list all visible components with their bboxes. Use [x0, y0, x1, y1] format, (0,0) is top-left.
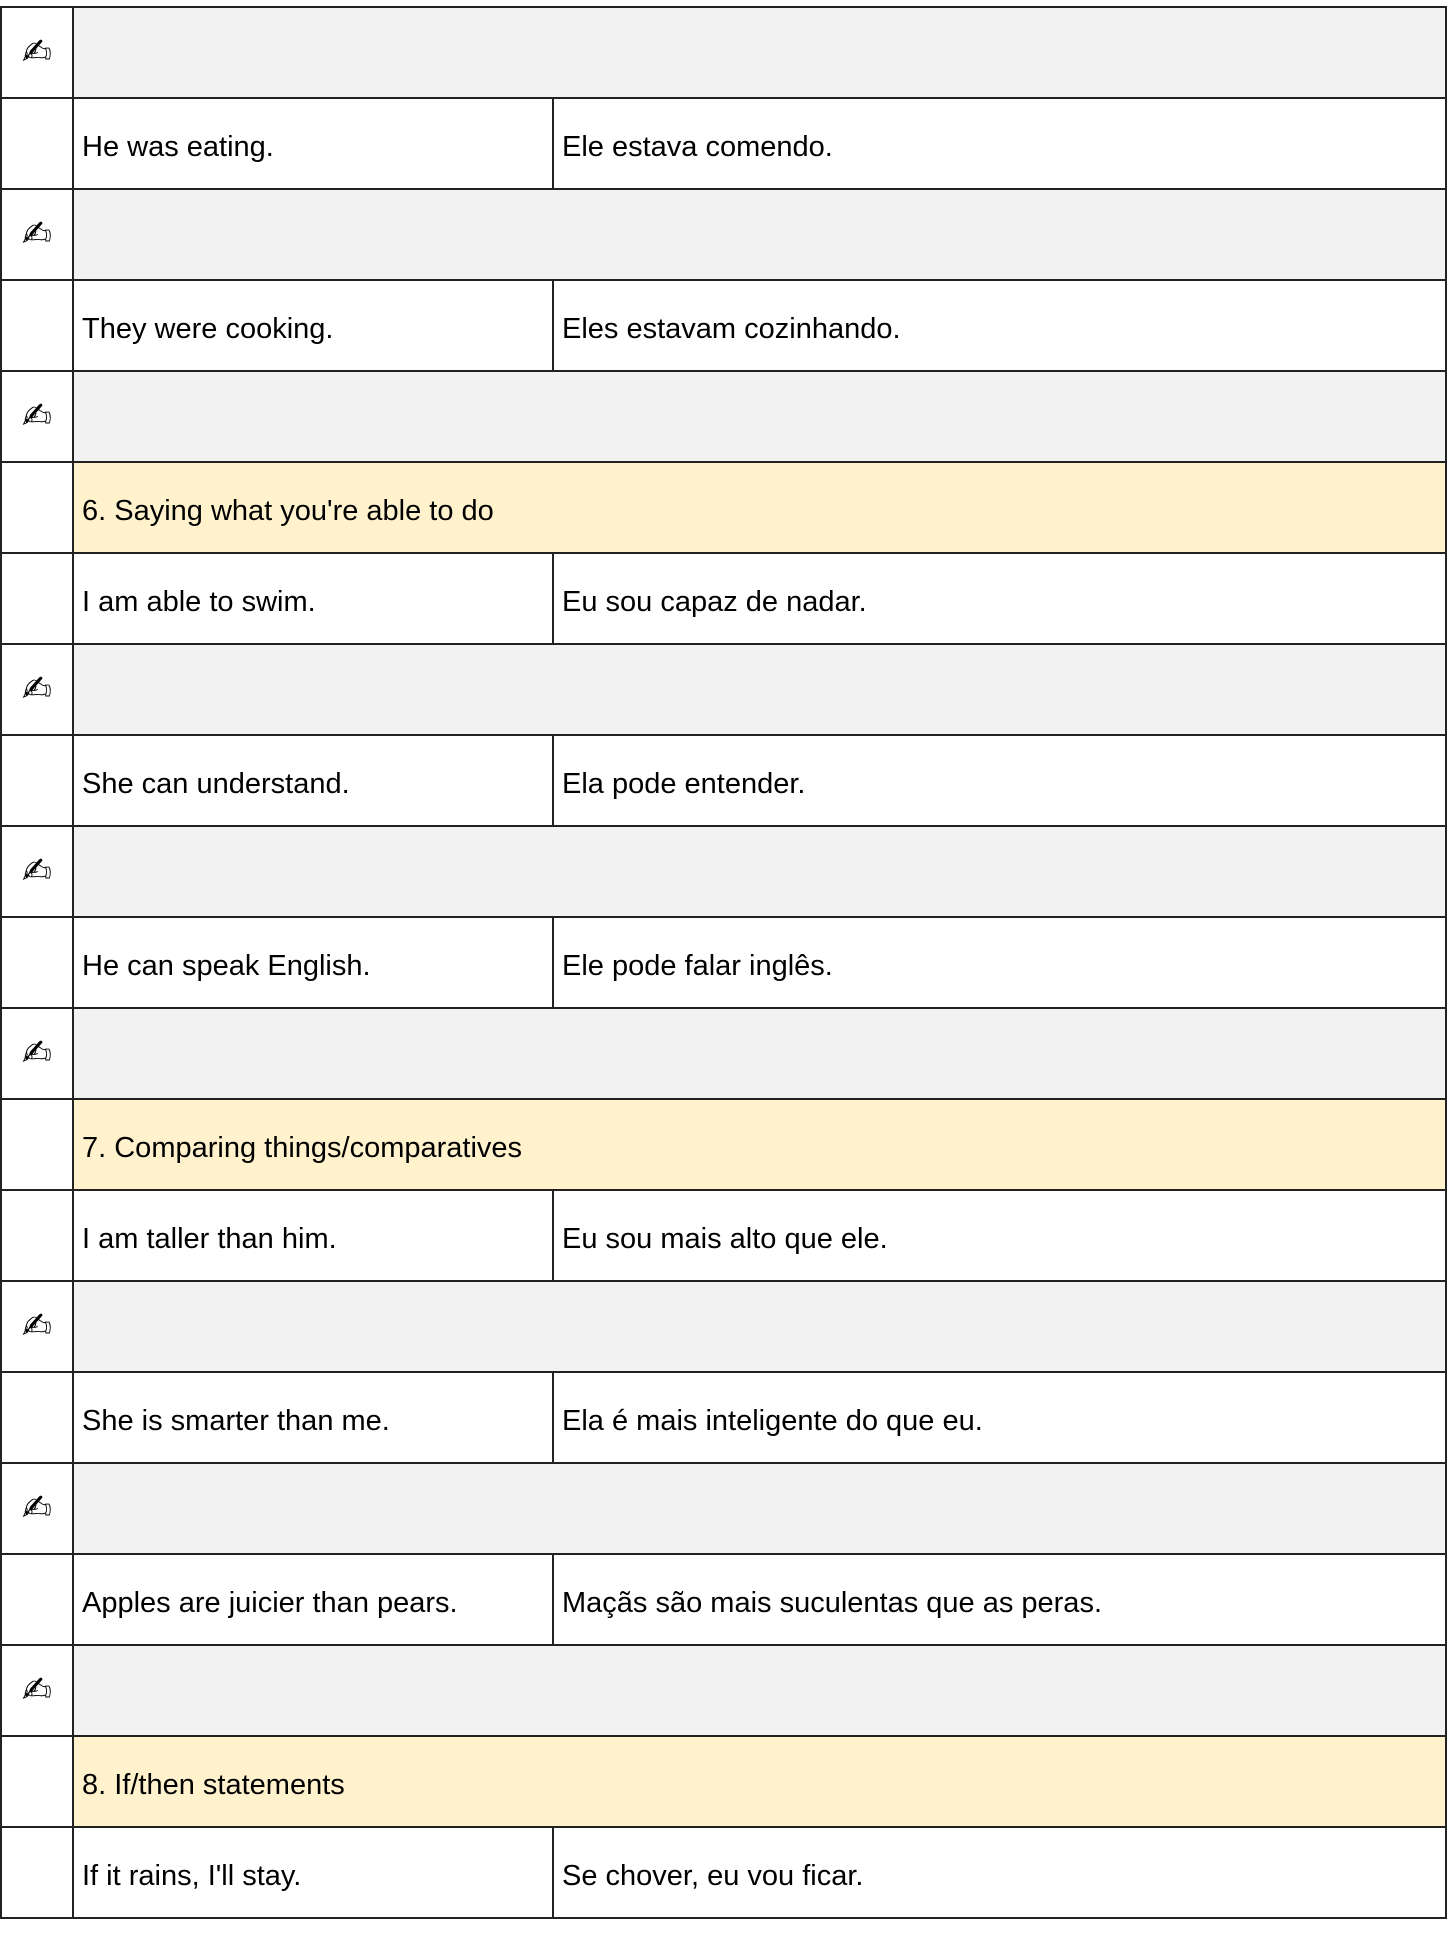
note-row: [1, 1463, 1446, 1554]
section-heading-row: [1, 1736, 1446, 1827]
blank-cell: [1, 1827, 73, 1918]
blank-cell: [1, 1099, 73, 1190]
english-sentence: She is smarter than me.: [73, 1372, 553, 1463]
portuguese-sentence: Maçãs são mais suculentas que as peras.: [553, 1554, 1446, 1645]
blank-cell: [1, 1372, 73, 1463]
sentence-row: [1, 1190, 1446, 1281]
writing-hand-icon: ✍: [1, 1645, 73, 1736]
writing-hand-icon: ✍: [1, 1463, 73, 1554]
section-heading-row: [1, 1099, 1446, 1190]
note-entry-field[interactable]: [73, 371, 1446, 462]
sentence-row: [1, 917, 1446, 1008]
note-entry-field[interactable]: [73, 1645, 1446, 1736]
section-heading: 6. Saying what you're able to do: [73, 462, 1446, 553]
blank-cell: [1, 1736, 73, 1827]
note-row: [1, 1645, 1446, 1736]
writing-hand-icon: ✍: [1, 371, 73, 462]
english-sentence: He was eating.: [73, 98, 553, 189]
portuguese-sentence: Eu sou mais alto que ele.: [553, 1190, 1446, 1281]
sentence-row: [1, 1372, 1446, 1463]
note-row: [1, 7, 1446, 98]
blank-cell: [1, 917, 73, 1008]
english-sentence: She can understand.: [73, 735, 553, 826]
note-entry-field[interactable]: [73, 1008, 1446, 1099]
section-heading: 8. If/then statements: [73, 1736, 1446, 1827]
writing-hand-icon: ✍: [1, 1008, 73, 1099]
blank-cell: [1, 1554, 73, 1645]
writing-hand-icon: ✍: [1, 7, 73, 98]
english-sentence: They were cooking.: [73, 280, 553, 371]
portuguese-sentence: Ele pode falar inglês.: [553, 917, 1446, 1008]
note-row: [1, 371, 1446, 462]
phrase-table: [0, 6, 1447, 1919]
section-heading: 7. Comparing things/comparatives: [73, 1099, 1446, 1190]
blank-cell: [1, 735, 73, 826]
english-sentence: I am able to swim.: [73, 553, 553, 644]
note-entry-field[interactable]: [73, 189, 1446, 280]
english-sentence: If it rains, I'll stay.: [73, 1827, 553, 1918]
english-sentence: I am taller than him.: [73, 1190, 553, 1281]
portuguese-sentence: Eu sou capaz de nadar.: [553, 553, 1446, 644]
sentence-row: [1, 1554, 1446, 1645]
note-row: [1, 1008, 1446, 1099]
note-row: [1, 826, 1446, 917]
sentence-row: [1, 735, 1446, 826]
portuguese-sentence: Se chover, eu vou ficar.: [553, 1827, 1446, 1918]
note-row: [1, 189, 1446, 280]
sentence-row: [1, 553, 1446, 644]
note-row: [1, 644, 1446, 735]
section-heading-row: [1, 462, 1446, 553]
sentence-row: [1, 1827, 1446, 1918]
sentence-row: [1, 280, 1446, 371]
portuguese-sentence: Ela pode entender.: [553, 735, 1446, 826]
writing-hand-icon: ✍: [1, 644, 73, 735]
portuguese-sentence: Ela é mais inteligente do que eu.: [553, 1372, 1446, 1463]
english-sentence: Apples are juicier than pears.: [73, 1554, 553, 1645]
english-sentence: He can speak English.: [73, 917, 553, 1008]
portuguese-sentence: Ele estava comendo.: [553, 98, 1446, 189]
writing-hand-icon: ✍: [1, 826, 73, 917]
writing-hand-icon: ✍: [1, 1281, 73, 1372]
writing-hand-icon: ✍: [1, 189, 73, 280]
blank-cell: [1, 280, 73, 371]
blank-cell: [1, 98, 73, 189]
note-entry-field[interactable]: [73, 1463, 1446, 1554]
note-row: [1, 1281, 1446, 1372]
blank-cell: [1, 1190, 73, 1281]
note-entry-field[interactable]: [73, 826, 1446, 917]
blank-cell: [1, 462, 73, 553]
note-entry-field[interactable]: [73, 644, 1446, 735]
portuguese-sentence: Eles estavam cozinhando.: [553, 280, 1446, 371]
sentence-row: [1, 98, 1446, 189]
blank-cell: [1, 553, 73, 644]
note-entry-field[interactable]: [73, 1281, 1446, 1372]
note-entry-field[interactable]: [73, 7, 1446, 98]
